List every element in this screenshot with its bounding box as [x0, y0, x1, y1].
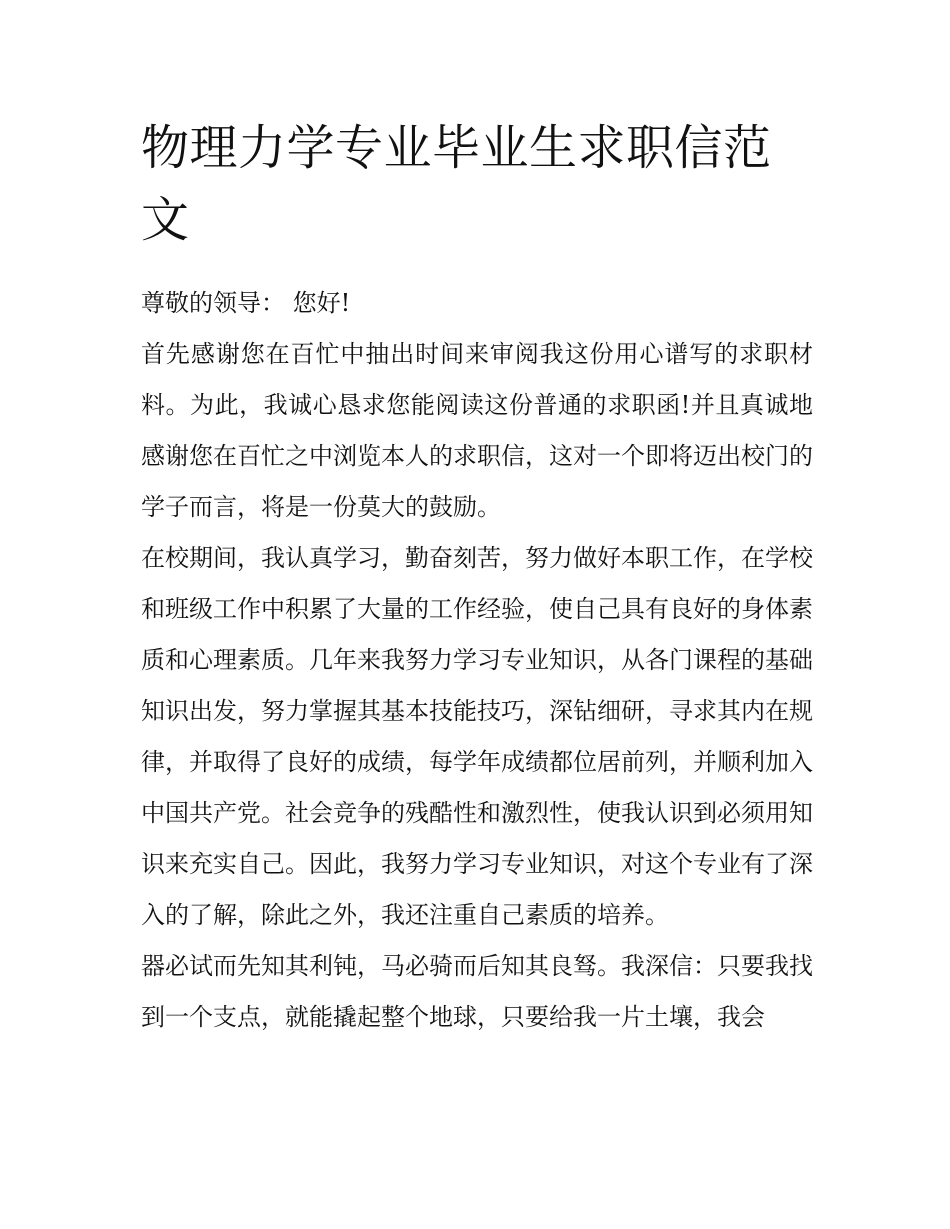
- body-paragraph-1: 首先感谢您在百忙中抽出时间来审阅我这份用心谱写的求职材料。为此，我诚心恳求您能阅读这份普通的求职函!并且真诚地感谢您在百忙之中浏览本人的求职信，这对一个即将迈出校门的学子而言，将是一份莫大的鼓励。: [141, 340, 813, 521]
- document-title: 物理力学专业毕业生求职信范文: [141, 120, 772, 248]
- document-page: [141, 112, 813, 1043]
- salutation-paragraph: 尊敬的领导： 您好!: [141, 289, 351, 317]
- body-paragraph-2: 在校期间，我认真学习，勤奋刻苦，努力做好本职工作，在学校和班级工作中积累了大量的工作经验，使自己具有良好的身体素质和心理素质。几年来我努力学习专业知识，从各门课程的基础知识出发，努力掌握其基本技能技巧，深钻细研，寻求其内在规律，并取得了良好的成绩，每学年成绩都位居前列，并顺利加入中国共产党。社会竞争的残酷性和激烈性，使我认识到必须用知识来充实自己。因此，我努力学习专业知识，对这个专业有了深入的了解，除此之外，我还注重自己素质的培养。: [141, 544, 813, 929]
- body-paragraph-3: 器必试而先知其利钝，马必骑而后知其良驽。我深信：只要我找到一个支点，就能撬起整个地球，只要给我一片土壤，我会: [141, 952, 813, 1031]
